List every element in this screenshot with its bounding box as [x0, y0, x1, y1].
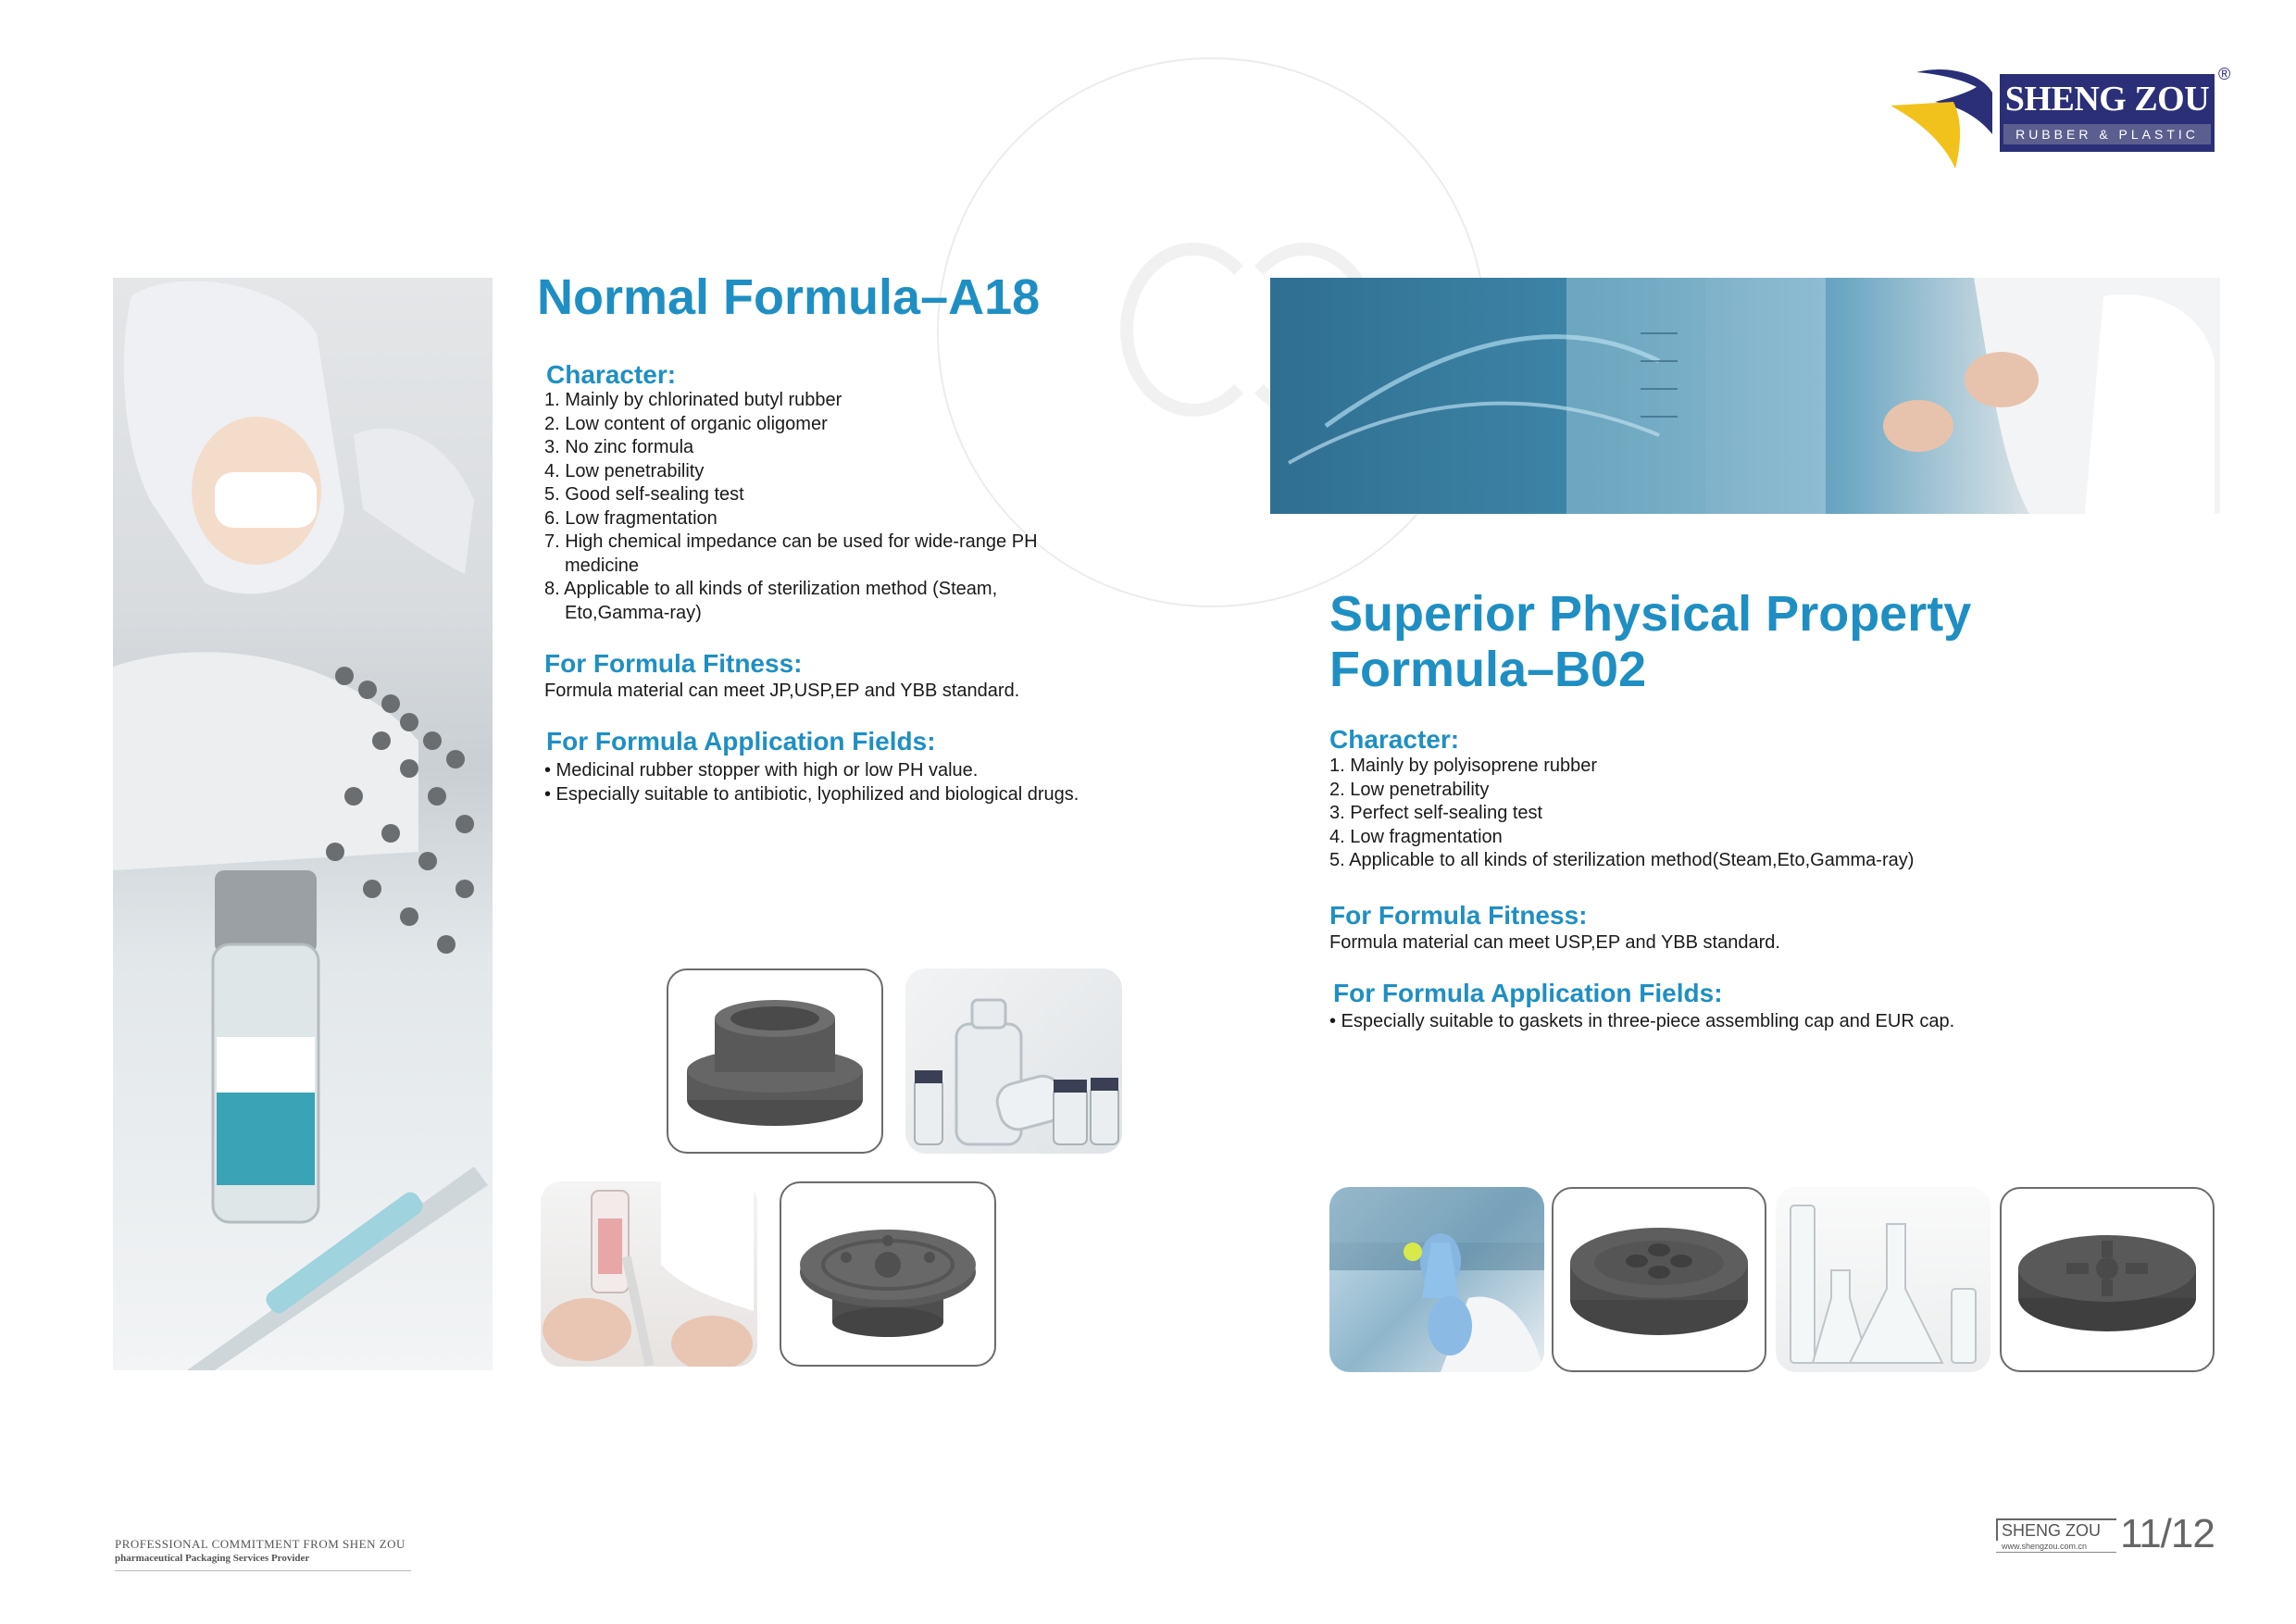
page-number: 11/12 — [2120, 1511, 2215, 1556]
brand-logo — [1889, 65, 2240, 171]
list-item: 1. Mainly by polyisoprene rubber — [1329, 756, 1598, 776]
right-title-line2: Formula–B02 — [1329, 642, 1647, 697]
list-item: 3. No zinc formula — [544, 437, 694, 457]
left-fitness-text: Formula material can meet JP,USP,EP and YBB standard. — [544, 681, 1020, 701]
right-fitness-heading: For Formula Fitness: — [1329, 901, 1588, 930]
list-item: 3. Perfect self-sealing test — [1329, 803, 1543, 823]
right-fitness-text: Formula material can meet USP,EP and YBB standard. — [1329, 932, 1780, 953]
glass-vials-thumb — [905, 968, 1122, 1154]
right-fields-list — [1329, 1010, 2163, 1034]
beakers-thumb — [1776, 1187, 1990, 1372]
list-item: 5. Good self-sealing test — [544, 484, 744, 505]
list-item: 2. Low content of organic oligomer — [544, 413, 828, 434]
footer-line1: PROFESSIONAL COMMITMENT FROM SHEN ZOU — [115, 1537, 406, 1551]
list-item: 7. High chemical impedance can be used for wide-range PH medicine — [544, 531, 1038, 576]
right-fields-heading: For Formula Application Fields: — [1333, 979, 1723, 1007]
left-fields-list — [544, 759, 1081, 806]
logo-wordmark-box — [2000, 74, 2215, 152]
logo-tagline: RUBBER & PLASTIC — [2003, 124, 2211, 144]
footer-rule — [115, 1570, 411, 1571]
left-fitness-heading: For Formula Fitness: — [544, 649, 803, 678]
list-item: 4. Low penetrability — [544, 460, 705, 481]
cleanroom-photo — [113, 278, 493, 1370]
right-character-heading: Character: — [1329, 725, 1460, 754]
logo-wordmark: SHENG ZOU — [2004, 80, 2210, 119]
list-item: • Medicinal rubber stopper with high or low PH value. — [544, 760, 979, 781]
flat-stopper-thumb — [780, 1181, 996, 1367]
footer-url: www.shengzou.com.cn — [1996, 1541, 2116, 1553]
footer-brand — [1996, 1518, 2116, 1553]
left-fields-heading: For Formula Application Fields: — [546, 727, 936, 756]
footer-brand-name: SHENG ZOU — [1996, 1518, 2116, 1541]
syringe-vial-thumb — [541, 1181, 757, 1367]
lab-banner-photo — [1270, 278, 2220, 514]
list-item: 6. Low fragmentation — [544, 507, 718, 529]
logo-mark-icon — [1889, 65, 2000, 171]
left-character-heading: Character: — [546, 360, 677, 389]
flat-gasket-thumb — [2000, 1187, 2215, 1372]
list-item: 1. Mainly by chlorinated butyl rubber — [544, 390, 842, 410]
list-item: 5. Applicable to all kinds of sterilization method(Steam,Eto,Gamma-ray) — [1329, 850, 1915, 870]
registered-mark: ® — [2218, 65, 2231, 83]
list-item: 4. Low fragmentation — [1329, 826, 1503, 847]
list-item: • Especially suitable to antibiotic, lyophilized and biological drugs. — [544, 783, 1079, 805]
gasket-thumb — [1552, 1187, 1766, 1372]
footer-line2: pharmaceutical Packaging Services Provider — [115, 1553, 310, 1564]
list-item: 8. Applicable to all kinds of sterilization method (Steam, Eto,Gamma-ray) — [544, 579, 998, 623]
list-item: 2. Low penetrability — [1329, 779, 1490, 800]
left-character-list — [544, 389, 1063, 625]
right-title-line1: Superior Physical Property — [1329, 586, 1972, 642]
left-title: Normal Formula–A18 — [537, 269, 1041, 325]
footer-commitment — [115, 1537, 411, 1571]
right-character-list — [1329, 755, 2070, 873]
rubber-stopper-thumb — [667, 968, 883, 1154]
list-item: • Especially suitable to gaskets in three-piece assembling cap and EUR cap. — [1329, 1011, 1955, 1031]
lab-technician-thumb — [1329, 1187, 1544, 1372]
